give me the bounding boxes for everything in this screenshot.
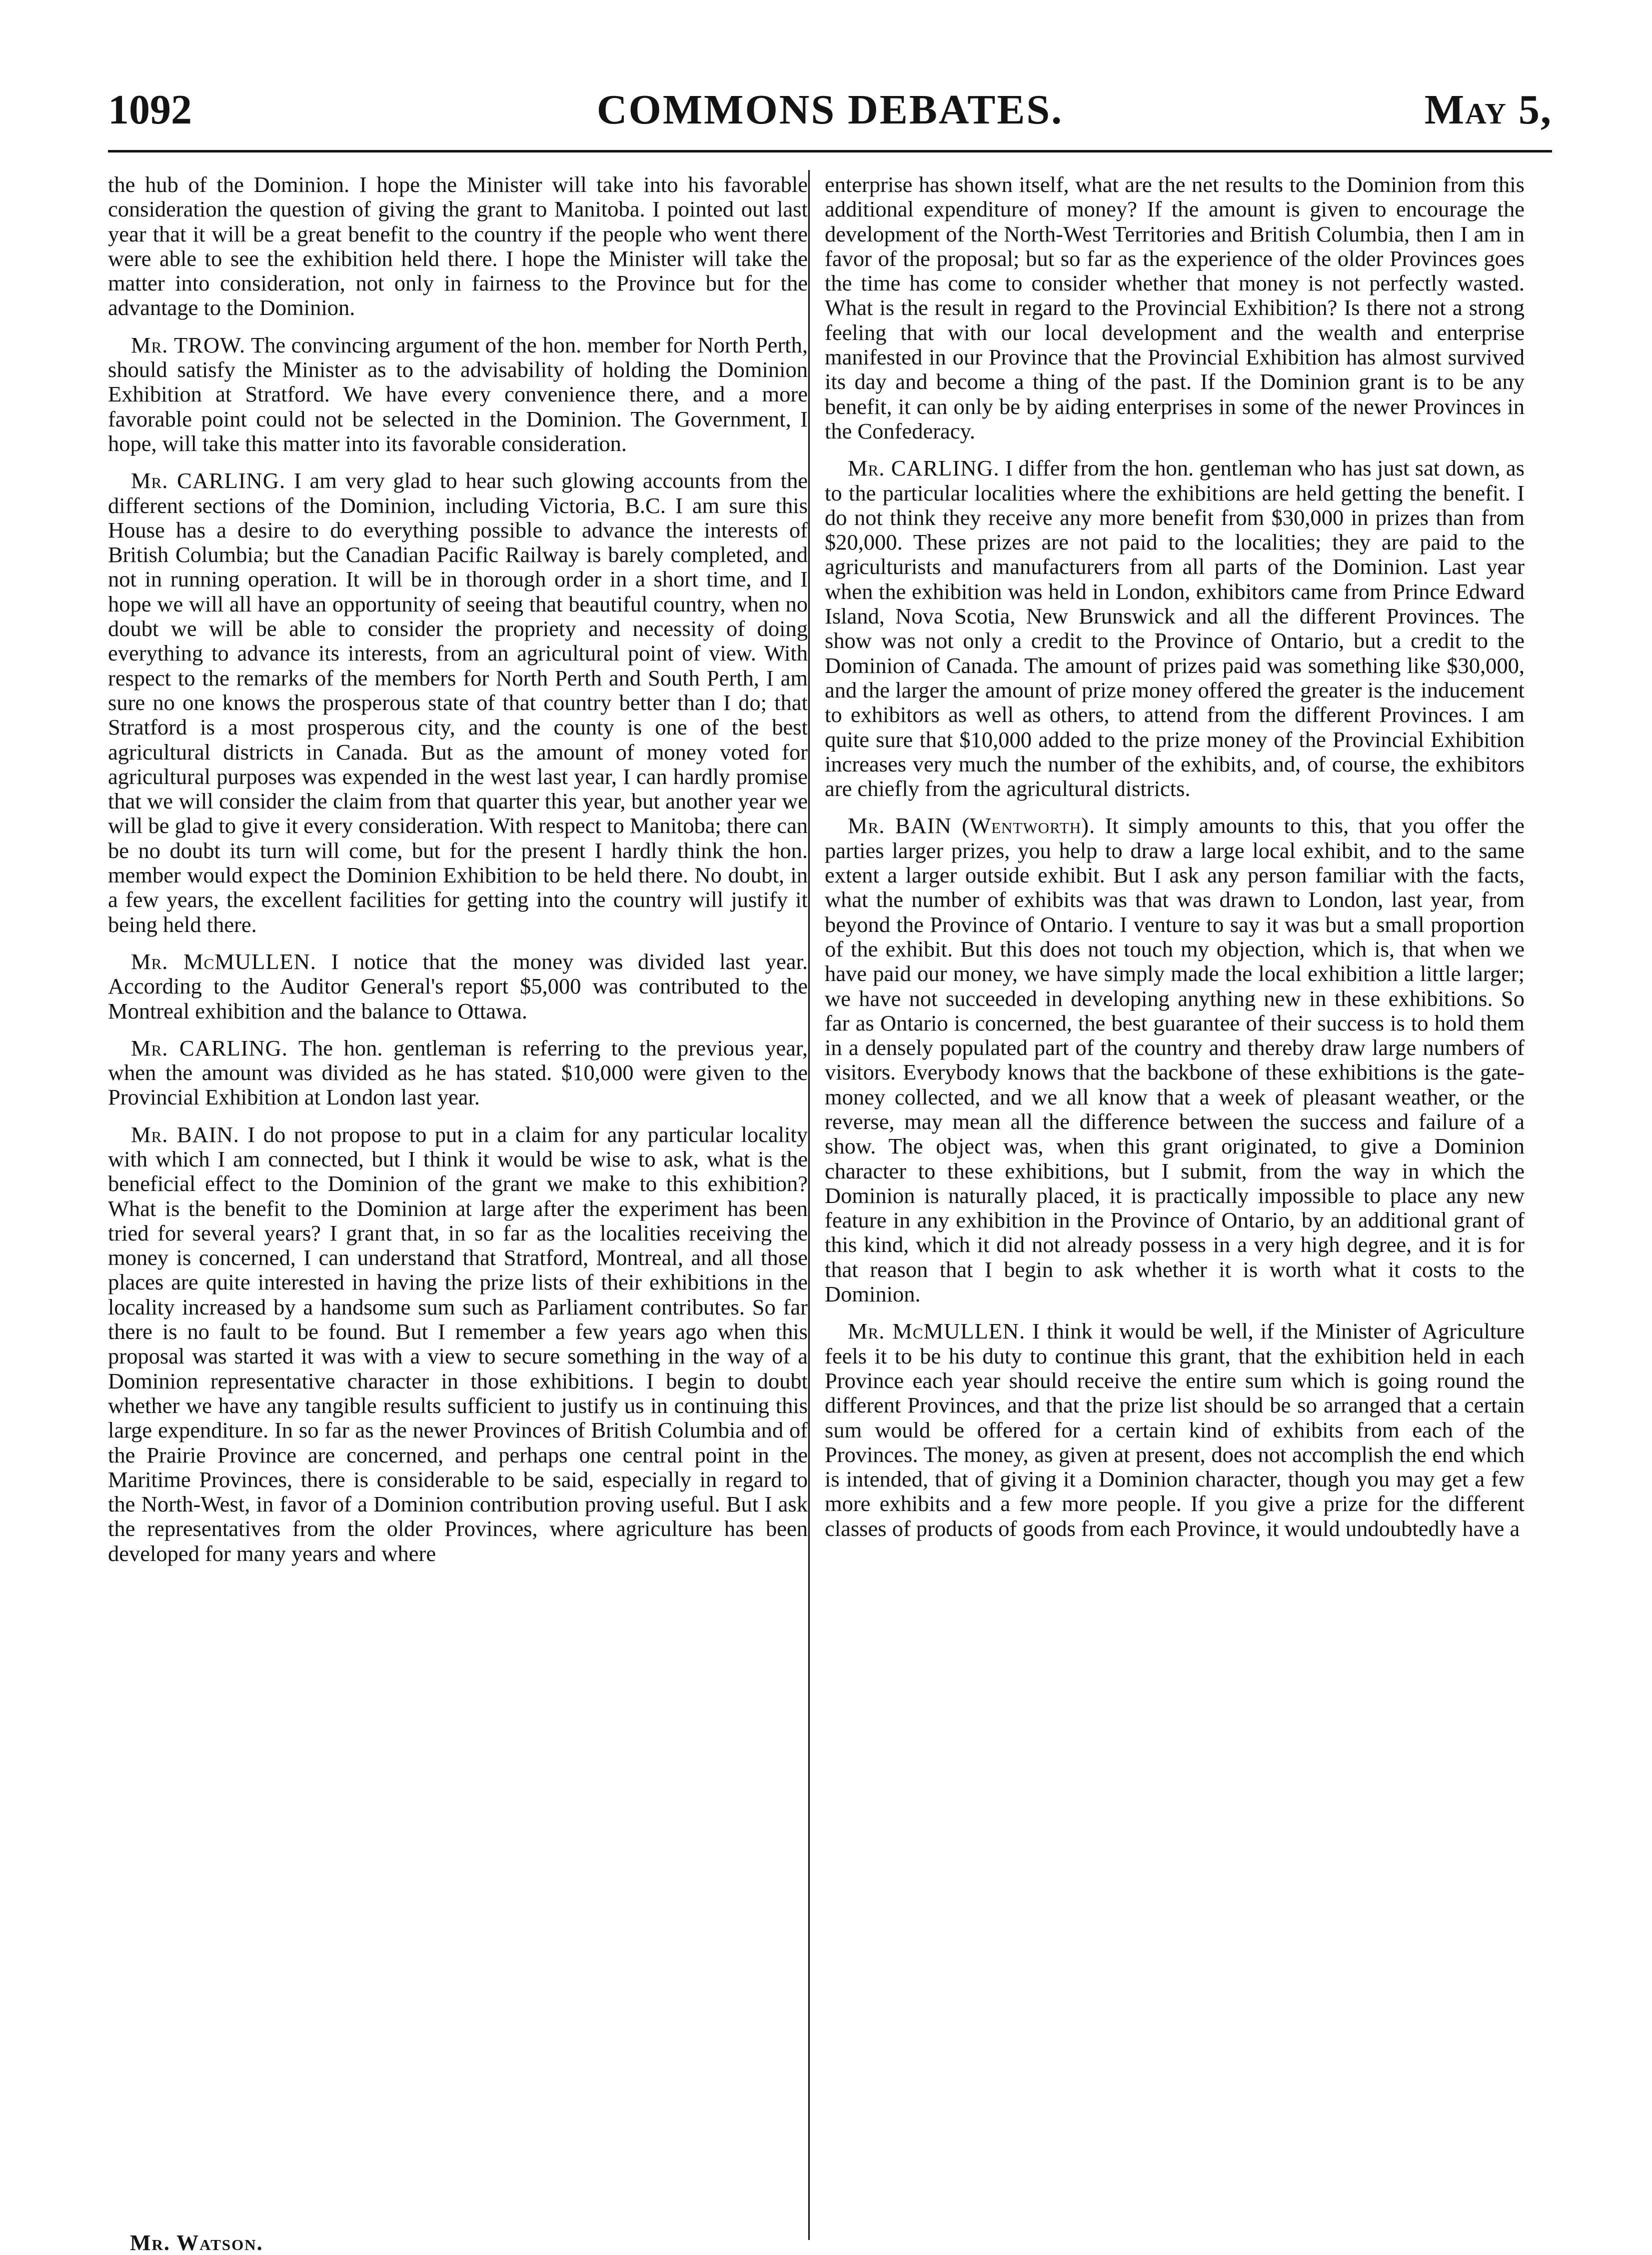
paragraph xyxy=(825,814,1525,1306)
paragraph-text: I do not propose to put in a claim for any particular locality with which I am connected, but I think it would be wise to ask, what is the beneficial effect to the Dominion of the grant we make to this exhibition? What is the benefit to the Dominion at large after the experiment has been tried for several years? I grant that, in so far as the localities receiving the money is concerned, I can understand that Stratford, Montreal, and all those places are quite interested in having the prize lists of their exhibitions in the locality increased by a handsome sum such as Parliament contributes. So far there is no fault to be found. But I remember a few years ago when this proposal was started it was with a view to secure something in the way of a Dominion representative character in those exhibitions. I begin to doubt whether we have any tangible results sufficient to justify us in continuing this large expenditure. In so far as the newer Provinces of British Columbia and of the Prairie Province are concerned, and perhaps one central point in the Maritime Provinces, there is considerable to be said, especially in regard to the North-West, in favor of a Dominion contribution proving useful. But I ask the representatives from the older Provinces, where agriculture has been developed for many years and where xyxy=(108,1122,808,1566)
paragraph-text: The convincing argument of the hon. member for North Perth, should satisfy the Minister as to the advisability of holding the Dominion Exhibition at Stratford. We have every convenience there, and a more favorable point could not be selected in the Dominion. The Government, I hope, will take this matter into its favorable consideration. xyxy=(108,332,808,456)
speaker-name: Mr. CARLING. xyxy=(131,468,286,494)
header-rule xyxy=(108,150,1552,152)
paragraph xyxy=(108,333,808,456)
speaker-name: Mr. McMULLEN. xyxy=(131,948,316,974)
left-column xyxy=(108,172,808,1578)
paragraph xyxy=(108,1036,808,1110)
paragraph-text: It simply amounts to this, that you offer the parties larger prizes, you help to draw a large local exhibit, and to the same extent a larger outside exhibit. But I ask any person familiar with the facts, what the number of exhibits was that was drawn to London, last year, from beyond the Province of Ontario. I venture to say it was but a small proportion of the exhibit. But this does not touch my objection, which is, that when we have paid our money, we have simply made the local exhibition a little larger; we have not succeeded in developing anything new in these exhibitions. So far as Ontario is concerned, the best guarantee of their success is to hold them in a densely populated part of the country and thereby draw large numbers of visitors. Everybody knows that the backbone of these exhibitions is the gate-money collected, and we all know that a week of pleasant weather, or the reverse, may mean all the difference between the success and failure of a show. The object was, when this grant originated, to give a Dominion character to these exhibitions, but I submit, from the way in which the Dominion is naturally placed, it is practically impossible to place any new feature in any exhibition in the Province of Ontario, by an additional grant of this kind, which it did not already possess in a very high degree, and it is for that reason that I begin to ask whether it is worth what it costs to the Dominion. xyxy=(825,813,1525,1307)
paragraph-text: The hon. gentleman is referring to the previous year, when the amount was divided as he has stated. $10,000 were given to the Provincial Exhibition at London last year. xyxy=(108,1035,808,1110)
paragraph xyxy=(108,468,808,937)
speaker-name: Mr. McMULLEN. xyxy=(848,1318,1026,1344)
paragraph-text: I am very glad to hear such glowing accounts from the different sections of the Dominion, including Victoria, B.C. I am sure this House has a desire to do everything possible to advance the interests of British Columbia; but the Canadian Pacific Railway is barely completed, and not in running operation. It will be in thorough order in a short time, and I hope we will all have an opportunity of seeing that beautiful country, when no doubt we will be able to consider the propriety and necessity of doing everything to advance its interests, from an agricultural point of view. With respect to the remarks of the members for North Perth and South Perth, I am sure no one knows the prosperous state of that country better than I do; that Stratford is a most prosperous city, and the county is one of the best agricultural districts in Canada. But as the amount of money voted for agricultural purposes was expended in the west last year, I can hardly promise that we will consider the claim from that quarter this year, but another year we will be glad to give it every consideration. With respect to Manitoba; there can be no doubt its turn will come, but for the present I hardly think the hon. member would expect the Dominion Exhibition to be held there. No doubt, in a few years, the excellent facilities for getting into the country will justify it being held there. xyxy=(108,468,808,937)
paragraph-text: the hub of the Dominion. I hope the Minister will take into his favorable consideration the question of giving the grant to Manitoba. I pointed out last year that it will be a great benefit to the country if the people who went there were able to see the exhibition held there. I hope the Minister will take the matter into consideration, not only in fairness to the Province but for the advantage to the Dominion. xyxy=(108,172,808,320)
speaker-name: Mr. TROW. xyxy=(131,332,246,358)
column-divider xyxy=(808,170,810,2240)
speaker-name: Mr. BAIN (Wentworth). xyxy=(848,813,1096,838)
paragraph xyxy=(108,1122,808,1566)
page-date: May 5, xyxy=(1424,86,1552,133)
paragraph xyxy=(108,950,808,1024)
page-title: COMMONS DEBATES. xyxy=(596,86,1064,133)
paragraph-text: I notice that the money was divided last year. According to the Auditor General's report $5,000 was contributed to the Montreal exhibition and the balance to Ottawa. xyxy=(108,948,808,1024)
speaker-name: Mr. BAIN. xyxy=(131,1122,239,1147)
right-column xyxy=(825,172,1525,1554)
speaker-name: Mr. CARLING. xyxy=(848,456,1000,481)
page-header xyxy=(108,80,1552,140)
paragraph-text: I differ from the hon. gentleman who has just sat down, as to the particular localities where the exhibitions are held getting the benefit. I do not think they receive any more benefit from $30,000 in prizes than from $20,000. These prizes are not paid to the localities; they are paid to the agriculturists and manufacturers from all parts of the Dominion. Last year when the exhibition was held in London, exhibitors came from Prince Edward Island, Nova Scotia, New Brunswick and all the different Provinces. The show was not only a credit to the Province of Ontario, but a credit to the Dominion of Canada. The amount of prizes paid was something like $30,000, and the larger the amount of prize money offered the greater is the inducement to exhibitors as well as others, to attend from the different Provinces. I am quite sure that $10,000 added to the prize money of the Provincial Exhibition increases very much the number of the exhibits, and, of course, the exhibitors are chiefly from the agricultural districts. xyxy=(825,456,1525,802)
paragraph xyxy=(825,456,1525,801)
page-number: 1092 xyxy=(108,86,192,133)
speaker-name: Mr. CARLING. xyxy=(131,1035,288,1060)
paragraph xyxy=(825,1319,1525,1541)
footer-signature: Mr. Watson. xyxy=(130,2230,263,2255)
paragraph-text: enterprise has shown itself, what are the net results to the Dominion from this additional expenditure of money? If the amount is given to encourage the development of the North-West Territories and British Columbia, then I am in favor of the proposal; but so far as the experience of the older Provinces goes the time has come to consider whether that money is not perfectly wasted. What is the result in regard to the Provincial Exhibition? Is there not a strong feeling that with our local development and the wealth and enterprise manifested in our Province that the Provincial Exhibition has almost survived its day and become a thing of the past. If the Dominion grant is to be any benefit, it can only be by aiding enterprises in some of the newer Provinces in the Confederacy. xyxy=(825,172,1525,444)
paragraph-text: I think it would be well, if the Minister of Agriculture feels it to be his duty to continue this grant, that the exhibition held in each Province each year should receive the entire sum which is going round the different Provinces, and that the prize list should be so arranged that a certain sum would be offered for a certain kind of exhibits from each of the Provinces. The money, as given at present, does not accomplish the end which is intended, that of giving it a Dominion character, though you may get a few more exhibits and a few more people. If you give a prize for the different classes of products of goods from each Province, it would undoubtedly have a xyxy=(825,1318,1525,1541)
paragraph xyxy=(825,172,1525,444)
paragraph xyxy=(108,172,808,320)
